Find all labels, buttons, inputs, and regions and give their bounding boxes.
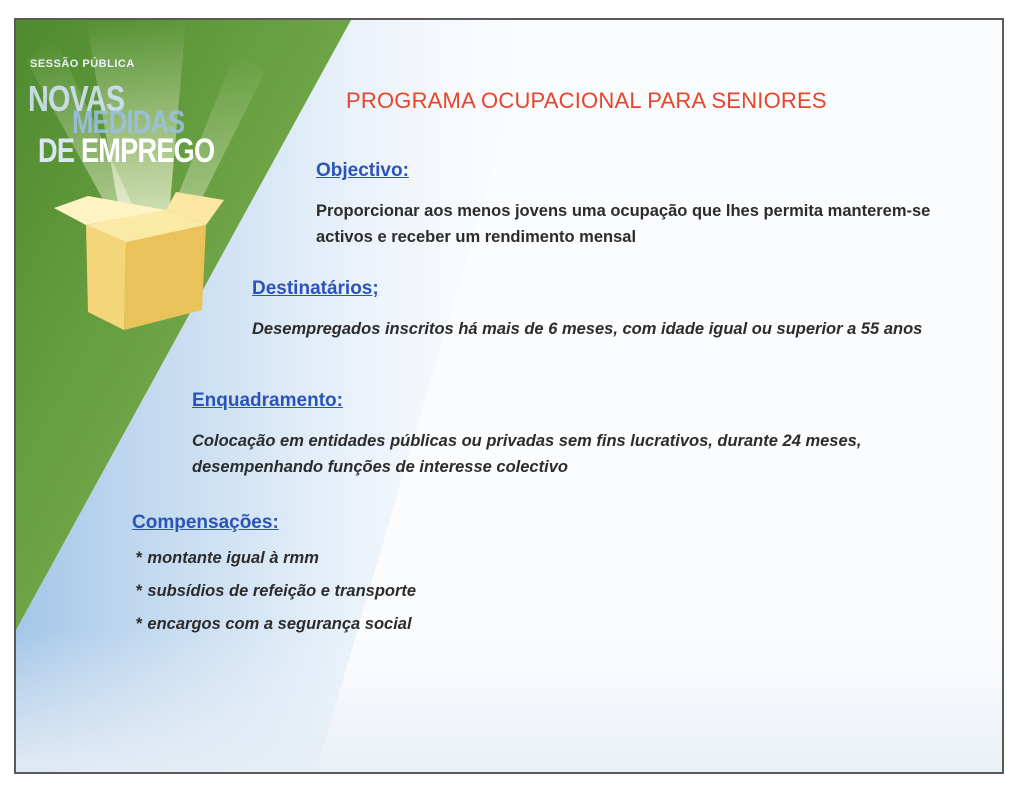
page-title: PROGRAMA OCUPACIONAL PARA SENIORES <box>346 88 827 113</box>
list-item-label: encargos com a segurança social <box>147 615 412 633</box>
list-item <box>136 575 416 608</box>
branding-logo <box>16 20 276 230</box>
section-heading-enquadramento: Enquadramento: <box>192 390 343 411</box>
branding-line1: NOVAS <box>28 78 125 119</box>
branding-line3 <box>38 132 214 171</box>
list-item-label: subsídios de refeição e transporte <box>147 582 417 600</box>
branding-line3-emprego: EMPREGO <box>80 132 215 170</box>
section-heading-objectivo: Objectivo: <box>316 160 409 181</box>
section-text-destinatarios: Desempregados inscritos há mais de 6 meses, com idade igual ou superior a 55 anos <box>252 320 923 338</box>
list-item <box>136 542 416 575</box>
branding-kicker: SESSÃO PÚBLICA <box>30 58 135 70</box>
branding-line3-de: DE <box>38 132 75 170</box>
list-item <box>136 608 416 641</box>
section-heading-destinatarios: Destinatários; <box>252 278 379 299</box>
slide <box>14 18 1004 774</box>
asterisk-bullet: * <box>136 615 143 633</box>
compensacoes-list <box>136 542 416 641</box>
branding-line2: MEDIDAS <box>72 104 185 140</box>
asterisk-bullet: * <box>136 582 143 600</box>
section-heading-compensacoes: Compensações: <box>132 512 279 533</box>
section-text-enquadramento: Colocação em entidades públicas ou privadas sem fins lucrativos, durante 24 meses, desempenhando funções de interesse colectivo <box>192 432 862 476</box>
section-text-objectivo: Proporcionar aos menos jovens uma ocupação que lhes permita manterem-se activos e receber um rendimento mensal <box>316 202 931 246</box>
list-item-label: montante igual à rmm <box>147 549 319 567</box>
asterisk-bullet: * <box>136 549 143 567</box>
